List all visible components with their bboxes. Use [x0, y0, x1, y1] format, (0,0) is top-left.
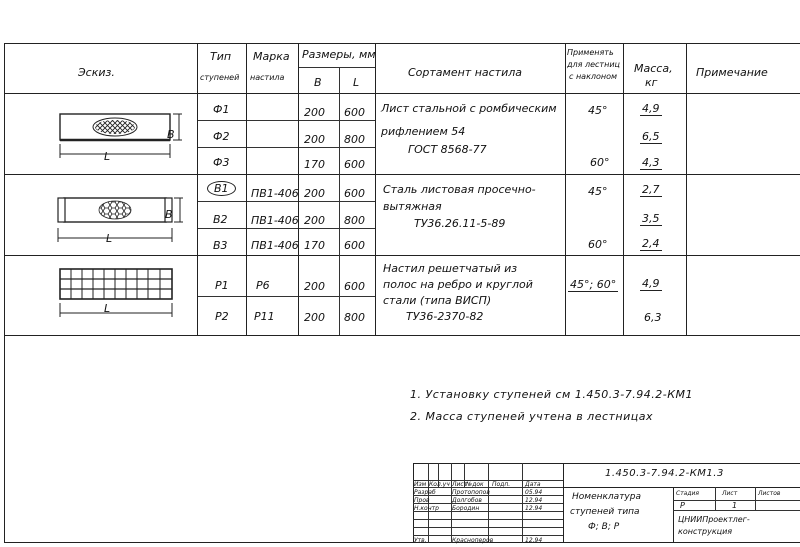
row-type: Ф1 — [213, 103, 230, 116]
row-type: Ф2 — [213, 130, 230, 143]
stamp-role: Разраб — [414, 489, 436, 496]
stamp-code: 1.450.3-7.94.2-КМ1.3 — [605, 468, 724, 479]
stamp-col-header: Изм — [414, 481, 427, 488]
stamp-date: 12.94 — [525, 505, 543, 512]
row-l: 600 — [344, 187, 365, 200]
header-sizes: Размеры, мм — [302, 48, 376, 61]
stamp-role: Н.контр — [414, 505, 439, 512]
row-type: B2 — [213, 213, 228, 226]
row-mark: ПВ1-406 — [251, 214, 299, 227]
header-assortment: Сортамент настила — [408, 66, 523, 79]
stamp-sheets-label: Листов — [758, 490, 781, 497]
row-mass: 2,7 — [642, 183, 660, 196]
stamp-stage-label: Стадия — [676, 490, 700, 497]
stamp-title-line: ступеней типа — [570, 507, 640, 517]
row-b: 170 — [304, 158, 325, 171]
row-b: 170 — [304, 239, 325, 252]
row-angle: 45° — [588, 104, 608, 117]
stamp-sheet-label: Лист — [722, 490, 738, 497]
assortment-line: Сталь листовая просечно- — [383, 183, 536, 196]
row-type: B3 — [213, 239, 228, 252]
stamp-title-line: Номенклатура — [572, 492, 641, 502]
stamp-org: ЦНИИПроектлег- — [678, 515, 750, 524]
assortment-line: рифлением 54 — [381, 125, 466, 138]
header-mark-2: настила — [250, 73, 285, 82]
stamp-col-header: Подп. — [492, 481, 511, 488]
row-mark: P6 — [256, 279, 270, 292]
row-mass: 6,5 — [642, 130, 660, 143]
header-type-2: ступеней — [200, 73, 240, 82]
stamp-col-header: Дата — [525, 481, 541, 488]
assortment-line: Лист стальной с ромбическим — [381, 102, 557, 115]
header-mass-unit: кг — [645, 76, 658, 89]
header-sketch: Эскиз. — [78, 66, 115, 79]
row-l: 600 — [344, 239, 365, 252]
stamp-role: Пров — [414, 497, 430, 504]
row-angle: 45°; 60° — [570, 278, 617, 291]
sketch-1-b-label: B — [167, 128, 175, 141]
row-mass: 4,9 — [642, 102, 660, 115]
sketch-1-l-label: L — [104, 150, 111, 163]
stamp-org: конструкция — [678, 527, 733, 536]
header-apply-2: для лестниц — [567, 60, 620, 69]
row-mass: 6,3 — [644, 311, 662, 324]
stamp-title-line: Ф; В; Р — [588, 522, 620, 532]
assortment-line: вытяжная — [383, 200, 442, 213]
stamp-stage: Р — [680, 501, 685, 510]
sketch-3-l-label: L — [104, 302, 111, 315]
header-note: Примечание — [696, 66, 768, 79]
stamp-role: Утв. — [414, 537, 427, 544]
row-mark: ПВ1-406 — [251, 187, 299, 200]
row-angle: 60° — [590, 156, 610, 169]
header-mark: Марка — [253, 50, 290, 63]
row-b: 200 — [304, 280, 325, 293]
row-angle: 60° — [588, 238, 608, 251]
row-l: 600 — [344, 280, 365, 293]
row-l: 600 — [344, 106, 365, 119]
note-line: 2. Масса ступеней учтена в лестницах — [410, 410, 654, 423]
row-mass: 2,4 — [642, 237, 660, 250]
row-type: B1 — [207, 181, 236, 196]
assortment-line: ТУ36.26.11-5-89 — [414, 217, 506, 230]
header-size-b: B — [314, 76, 322, 89]
row-mass: 4,9 — [642, 277, 660, 290]
row-l: 800 — [344, 133, 365, 146]
stamp-col-header: №док — [466, 481, 484, 488]
assortment-line: ГОСТ 8568-77 — [408, 143, 487, 156]
row-mass: 3,5 — [642, 212, 660, 225]
stamp-name: Протопопов — [452, 489, 490, 496]
stamp-date: 12.94 — [525, 497, 543, 504]
assortment-line: ТУ36-2370-82 — [406, 310, 484, 323]
row-mark: P11 — [254, 310, 275, 323]
row-angle: 45° — [588, 185, 608, 198]
stamp-date: 12.94 — [525, 537, 543, 544]
sketch-2-l-label: L — [106, 232, 113, 245]
row-b: 200 — [304, 187, 325, 200]
stamp-col-header: Лист — [452, 481, 468, 488]
sketch-2-b-label: B — [165, 208, 173, 221]
assortment-line: Настил решетчатый из — [383, 262, 518, 275]
row-l: 600 — [344, 158, 365, 171]
header-apply-3: с наклоном — [569, 72, 618, 81]
row-b: 200 — [304, 133, 325, 146]
row-b: 200 — [304, 106, 325, 119]
stamp-sheet: 1 — [732, 501, 738, 510]
row-mark: ПВ1-406 — [251, 239, 299, 252]
row-type: P1 — [215, 279, 229, 292]
stamp-date: 05.94 — [525, 489, 543, 496]
stamp-name: Бородин — [452, 505, 480, 512]
sketch-grating — [40, 265, 190, 325]
assortment-line: стали (типа ВИСП) — [383, 294, 492, 307]
stamp-name: Долгобов — [452, 497, 482, 504]
row-mass: 4,3 — [642, 156, 660, 169]
header-type: Тип — [210, 50, 232, 63]
row-type: P2 — [215, 310, 229, 323]
stamp-col-header: Кол.уч — [429, 481, 450, 488]
stamp-name: Красноперов — [452, 537, 494, 544]
row-b: 200 — [304, 214, 325, 227]
row-l: 800 — [344, 311, 365, 324]
row-type: Ф3 — [213, 156, 230, 169]
row-l: 800 — [344, 214, 365, 227]
header-apply-1: Применять — [567, 48, 614, 57]
row-b: 200 — [304, 311, 325, 324]
note-line: 1. Установку ступеней см 1.450.3-7.94.2-КМ1 — [410, 388, 694, 401]
assortment-line: полос на ребро и круглой — [383, 278, 533, 291]
header-size-l: L — [353, 76, 360, 89]
header-mass: Масса, — [634, 62, 673, 75]
